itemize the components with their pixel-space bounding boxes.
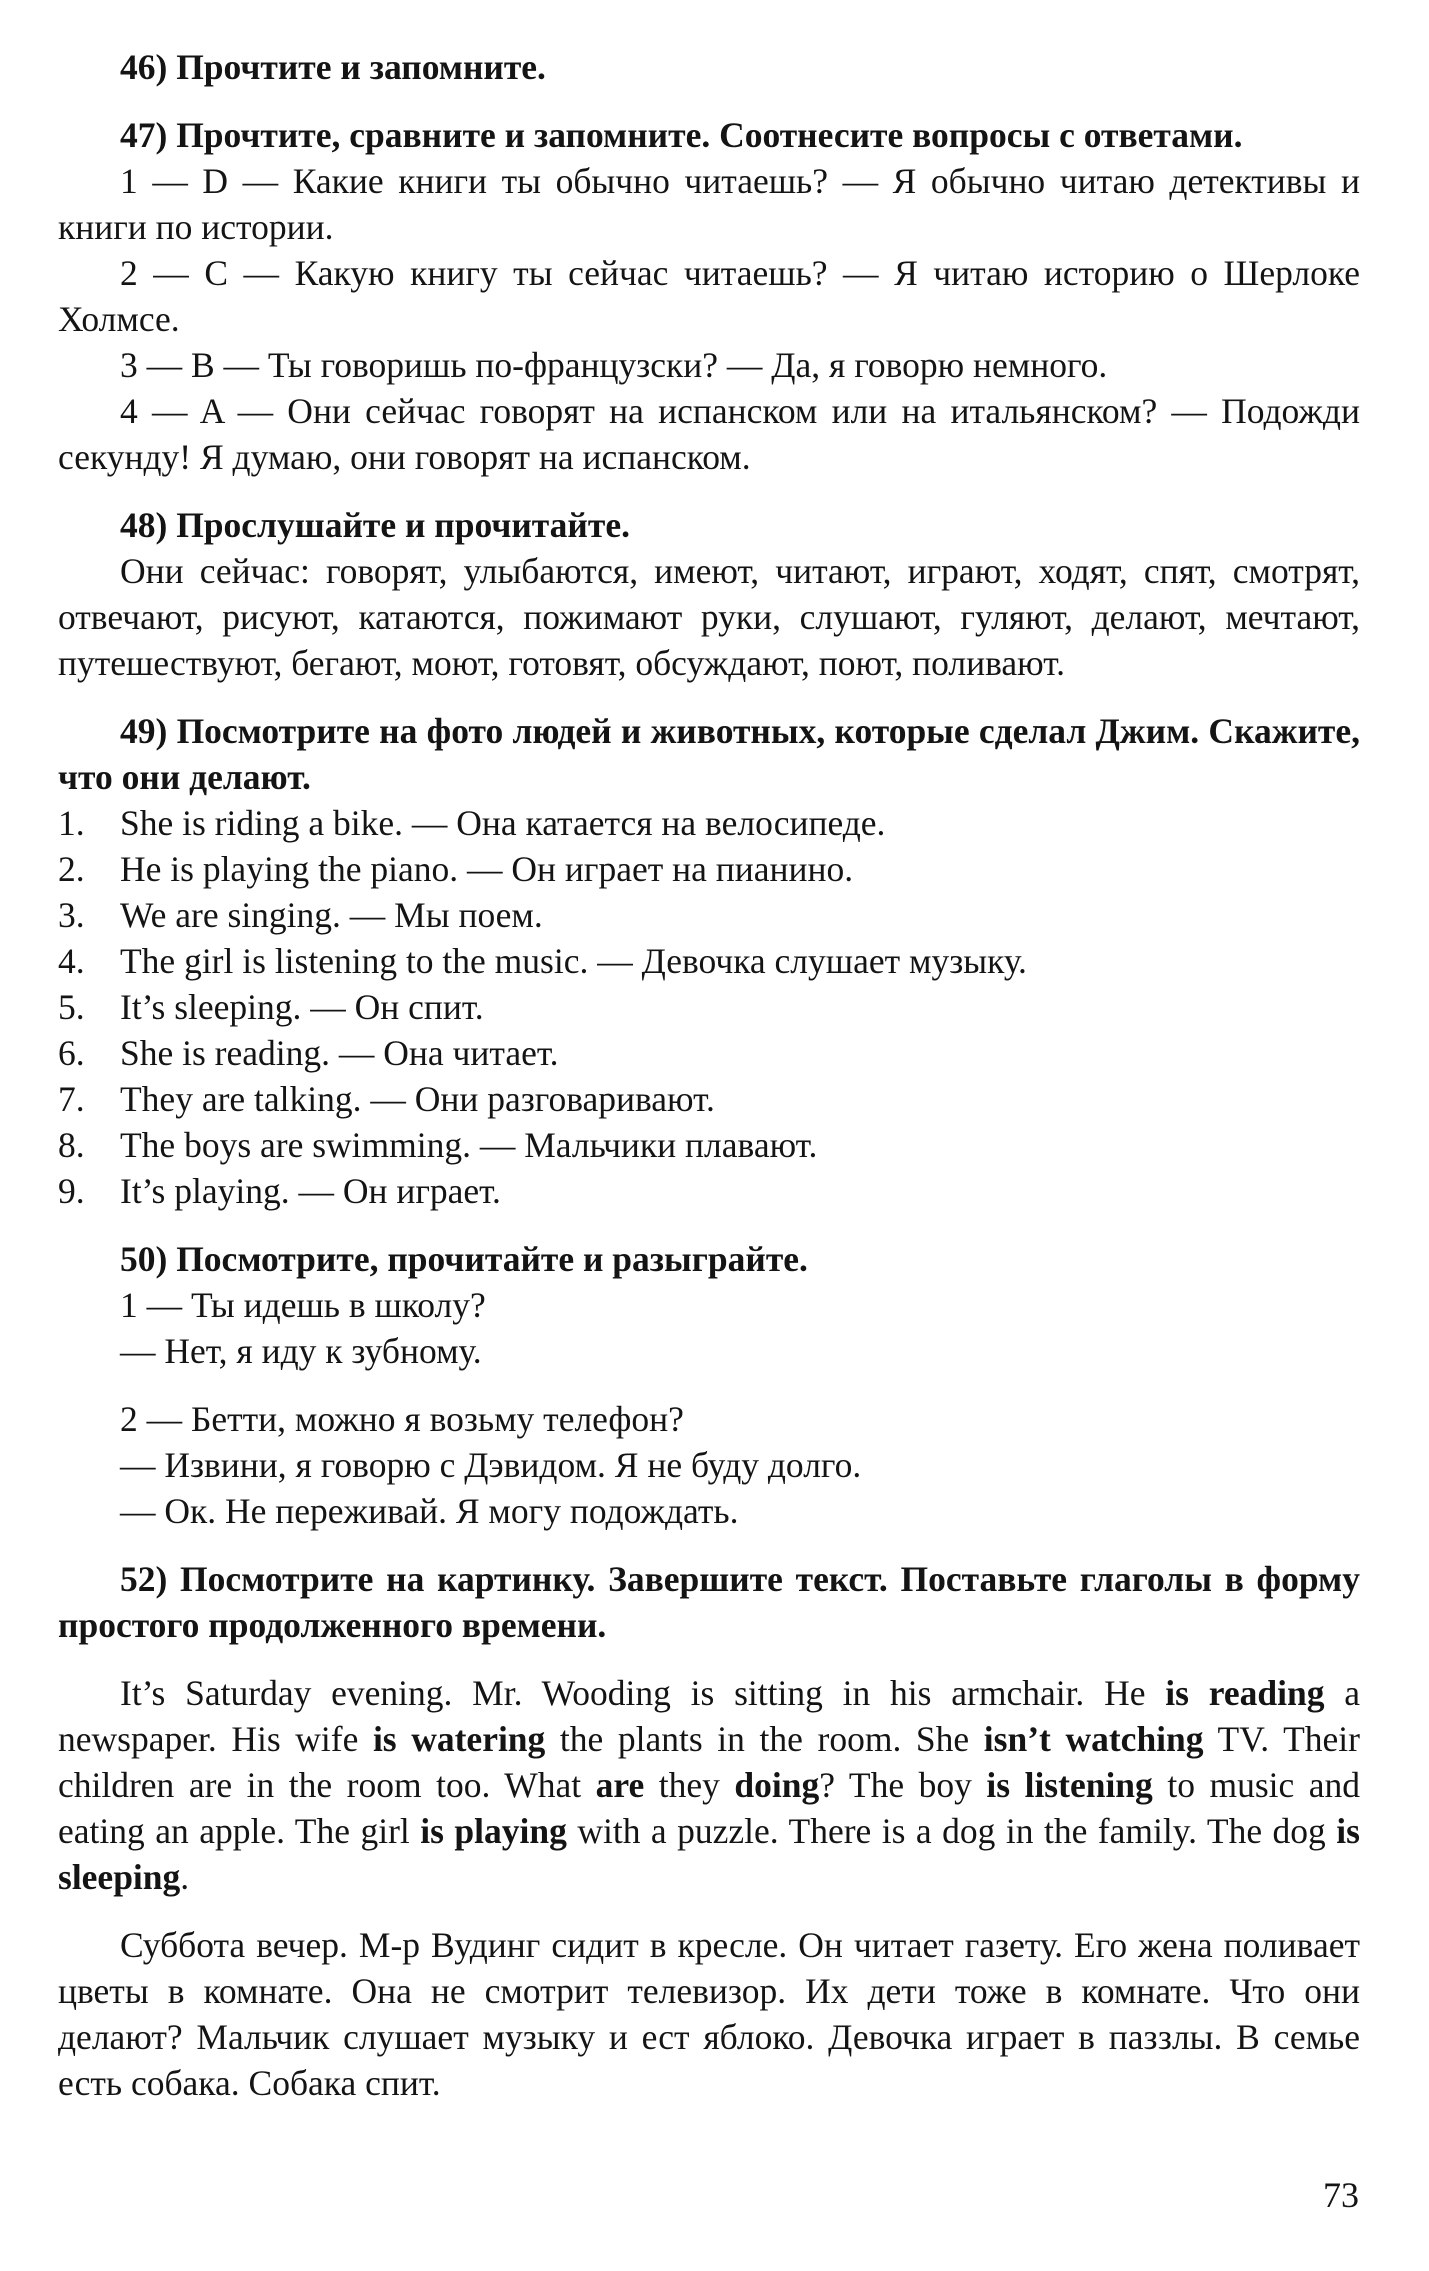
filled-verb: is watering xyxy=(372,1719,546,1759)
answer-line: 1 — D — Какие книги ты обычно читаешь? — Я обычно читаю детективы и книги по истории. xyxy=(58,161,1360,247)
dialog-line: — Нет, я иду к зубному. xyxy=(120,1331,482,1371)
answer-line: 3 — B — Ты говоришь по-французски? — Да, я говорю немного. xyxy=(120,345,1108,385)
answer-line: 4 — A — Они сейчас говорят на испанском или на итальянском? — Подожди секунду! Я думаю, они говорят на испанском. xyxy=(58,391,1360,477)
item-text: She is reading. — Она читает. xyxy=(120,1033,559,1073)
page-number: 73 xyxy=(1323,2175,1359,2215)
dialog-line: — Ок. Не переживай. Я могу подождать. xyxy=(120,1491,739,1531)
list-item xyxy=(58,800,1360,846)
list-item xyxy=(58,846,1360,892)
item-text: They are talking. — Они разговаривают. xyxy=(120,1079,715,1119)
item-text: It’s playing. — Он играет. xyxy=(120,1171,501,1211)
item-text: He is playing the piano. — Он играет на пианино. xyxy=(120,849,854,889)
list-item xyxy=(58,1122,1360,1168)
item-number: 5. xyxy=(58,987,85,1027)
heading-46: 46) Прочтите и запомните. xyxy=(120,47,546,87)
dialog-line: 2 — Бетти, можно я возьму телефон? xyxy=(120,1399,684,1439)
heading-48: 48) Прослушайте и прочитайте. xyxy=(120,505,630,545)
russian-translation: Суббота вечер. М-р Вудинг сидит в кресле. Он читает газету. Его жена поливает цветы в комнате. Она не смотрит телевизор. Их дети тоже в комнате. Что они делают? Мальчик слушает музыку и ест яблоко. Девочка играет в паззлы. В семье есть собака. Собака спит. xyxy=(58,1925,1360,2103)
item-text: She is riding a bike. — Она катается на велосипеде. xyxy=(120,803,886,843)
item-number: 1. xyxy=(58,803,85,843)
item-number: 7. xyxy=(58,1079,85,1119)
filled-verb: is sleeping xyxy=(58,1811,1360,1897)
list-item xyxy=(58,938,1360,984)
item-number: 9. xyxy=(58,1171,85,1211)
item-number: 8. xyxy=(58,1125,85,1165)
item-number: 2. xyxy=(58,849,85,889)
sentence-list xyxy=(58,800,1360,1214)
item-number: 4. xyxy=(58,941,85,981)
dialog-line: 1 — Ты идешь в школу? xyxy=(120,1285,486,1325)
list-item xyxy=(58,1076,1360,1122)
list-item xyxy=(58,1168,1360,1214)
item-text: The girl is listening to the music. — Девочка слушает музыку. xyxy=(120,941,1027,981)
list-item xyxy=(58,984,1360,1030)
item-number: 6. xyxy=(58,1033,85,1073)
item-text: The boys are swimming. — Мальчики плавают. xyxy=(120,1125,818,1165)
filled-verb: are xyxy=(595,1765,645,1805)
list-item xyxy=(58,1030,1360,1076)
answer-line: 2 — C — Какую книгу ты сейчас читаешь? — Я читаю историю о Шерлоке Холмсе. xyxy=(58,253,1360,339)
heading-50: 50) Посмотрите, прочитайте и разыграйте. xyxy=(120,1239,808,1279)
english-text: It’s Saturday evening. Mr. Wooding is sitting in his armchair. He is reading a newspaper. His wife is watering the plants in the room. She isn’t watching TV. Their children are in the room too. What are they doing? The boy is listening to music and eating an apple. The girl is playing with a puzzle. There is a dog in the family. The dog is sleeping. xyxy=(58,1673,1361,1897)
filled-verb: doing xyxy=(734,1765,820,1805)
list-item xyxy=(58,892,1360,938)
filled-verb: isn’t watching xyxy=(983,1719,1204,1759)
item-text: It’s sleeping. — Он спит. xyxy=(120,987,484,1027)
filled-verb: is playing xyxy=(420,1811,567,1851)
heading-49: 49) Посмотрите на фото людей и животных, которые сделал Джим. Скажите, что они делают. xyxy=(58,711,1360,797)
heading-52: 52) Посмотрите на картинку. Завершите текст. Поставьте глаголы в форму простого продолженного времени. xyxy=(58,1559,1360,1645)
filled-verb: is listening xyxy=(986,1765,1153,1805)
verbs-paragraph: Они сейчас: говорят, улыбаются, имеют, читают, играют, ходят, спят, смотрят, отвечают, рисуют, катаются, пожимают руки, слушают, гуляют, делают, мечтают, путешествуют, бегают, моют, готовят, обсуждают, поют, поливают. xyxy=(58,551,1360,683)
filled-verb: is reading xyxy=(1165,1673,1325,1713)
dialog-line: — Извини, я говорю с Дэвидом. Я не буду долго. xyxy=(120,1445,862,1485)
item-number: 3. xyxy=(58,895,85,935)
heading-47: 47) Прочтите, сравните и запомните. Соотнесите вопросы с ответами. xyxy=(120,115,1243,155)
textbook-page xyxy=(58,44,1360,2106)
item-text: We are singing. — Мы поем. xyxy=(120,895,543,935)
